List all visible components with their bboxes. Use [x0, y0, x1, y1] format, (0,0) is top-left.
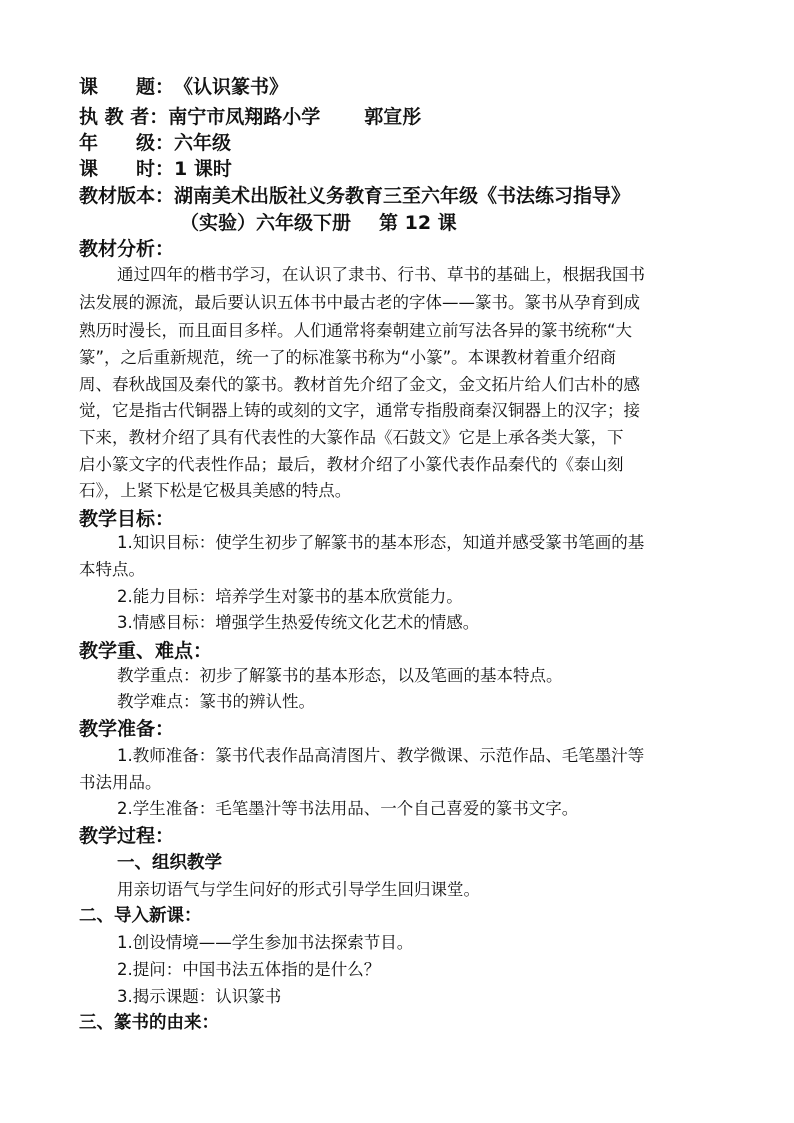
process-heading: 教学过程：: [79, 825, 175, 847]
edition-line2: （实验）六年级下册: [180, 212, 352, 234]
section1-title: 一、组织教学: [117, 853, 222, 873]
edition-row-2: [180, 214, 457, 233]
section2-line: 3.揭示课题：认识篆书: [117, 987, 282, 1006]
analysis-line: 法发展的源流，最后要认识五体书中最古老的字体——篆书。篆书从孕育到成: [79, 293, 640, 312]
goal-line: 本特点。: [79, 560, 145, 579]
analysis-line: 通过四年的楷书学习，在认识了隶书、行书、草书的基础上，根据我国书: [117, 265, 645, 284]
teacher-label: 执 教 者：: [79, 106, 169, 128]
hours-row: [79, 160, 232, 179]
edition-line1: 湖南美术出版社义务教育三至六年级《书法练习指导》: [174, 185, 631, 207]
keypoints-heading: 教学重、难点：: [79, 640, 213, 662]
goals-heading: 教学目标：: [79, 508, 175, 530]
section3-title: 三、篆书的由来：: [79, 1013, 219, 1033]
keypoint-line: 教学重点：初步了解篆书的基本形态，以及笔画的基本特点。: [117, 666, 563, 685]
course-title: 《认识篆书》: [174, 76, 289, 98]
hours-label: 课 时：: [79, 158, 175, 180]
keypoint-line: 教学难点：篆书的辨认性。: [117, 692, 315, 711]
prep-line: 2.学生准备：毛笔墨汁等书法用品、一个自己喜爱的篆书文字。: [117, 799, 579, 818]
analysis-heading: 教材分析：: [79, 238, 175, 260]
analysis-line: 篆”，之后重新规范，统一了的标准篆书称为“小篆”。本课教材着重介绍商: [79, 348, 617, 367]
analysis-line: 石》，上紧下松是它极具美感的特点。: [79, 481, 352, 500]
section2-line: 1.创设情境——学生参加书法探索节目。: [117, 933, 414, 952]
grade-value: 六年级: [174, 132, 232, 154]
analysis-line: 启小篆文字的代表性作品；最后，教材介绍了小篆代表作品秦代的《泰山刻: [79, 455, 624, 474]
teacher-school: 南宁市凤翔路小学: [168, 106, 321, 128]
analysis-line: 下来，教材介绍了具有代表性的大篆作品《石鼓文》它是上承各类大篆，下: [79, 428, 624, 447]
course-row: [79, 78, 288, 97]
edition-lesson: 第 12 课: [379, 212, 457, 234]
course-label: 课 题：: [79, 76, 175, 98]
analysis-line: 觉，它是指古代铜器上铸的或刻的文字，通常专指殷商秦汉铜器上的汉字；接: [79, 401, 640, 420]
teacher-name: 郭宣彤: [364, 106, 422, 128]
section1-line: 用亲切语气与学生问好的形式引导学生回归课堂。: [117, 880, 480, 899]
edition-row: [79, 187, 630, 206]
prep-line: 书法用品。: [79, 773, 162, 792]
teacher-row: [79, 108, 421, 127]
analysis-line: 熟历时漫长，而且面目多样。人们通常将秦朝建立前写法各异的篆书统称“大: [79, 321, 633, 340]
section2-title: 二、导入新课：: [79, 906, 202, 926]
goal-line: 2.能力目标：培养学生对篆书的基本欣赏能力。: [117, 587, 463, 606]
grade-label: 年 级：: [79, 132, 175, 154]
edition-label: 教材版本：: [79, 185, 175, 207]
hours-value: 1 课时: [174, 158, 232, 180]
analysis-line: 周、春秋战国及秦代的篆书。教材首先介绍了金文，金文拓片给人们古朴的感: [79, 375, 640, 394]
prep-line: 1.教师准备：篆书代表作品高清图片、教学微课、示范作品、毛笔墨汁等: [117, 746, 645, 765]
section2-line: 2.提问：中国书法五体指的是什么？: [117, 960, 381, 979]
prep-heading: 教学准备：: [79, 718, 175, 740]
grade-row: [79, 134, 231, 153]
goal-line: 1.知识目标：使学生初步了解篆书的基本形态，知道并感受篆书笔画的基: [117, 533, 645, 552]
goal-line: 3.情感目标：增强学生热爱传统文化艺术的情感。: [117, 613, 480, 632]
